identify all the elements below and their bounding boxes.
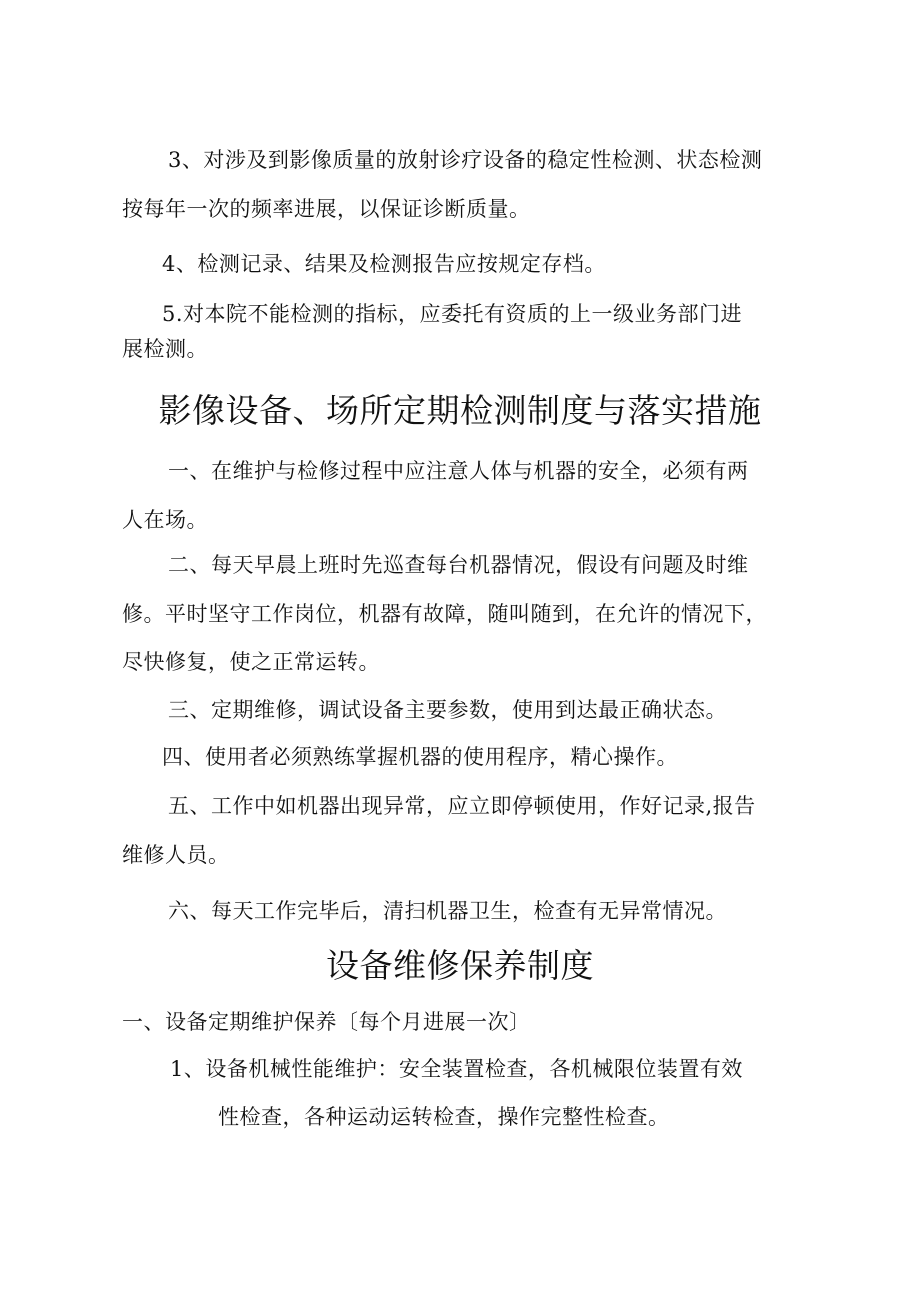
item-4: 四、使用者必须熟练掌握机器的使用程序，精心操作。 — [162, 745, 678, 769]
paragraph-4: 4、检测记录、结果及检测报告应按规定存档。 — [162, 252, 606, 276]
maintenance-item-1-line-1: 1、设备机械性能维护：安全装置检查，各机械限位装置有效 — [170, 1057, 743, 1081]
item-5-line-2: 维修人员。 — [122, 843, 230, 867]
paragraph-5-line-2: 展检测。 — [122, 337, 208, 361]
paragraph-5-line-1: 5.对本院不能检测的指标，应委托有资质的上一级业务部门进 — [162, 302, 743, 326]
maintenance-subheading: 一、设备定期维护保养〔每个月进展一次〕 — [122, 1010, 531, 1034]
item-2-line-2: 修。平时坚守工作岗位，机器有故障，随叫随到，在允许的情况下， — [122, 602, 767, 626]
item-2-line-3: 尽快修复，使之正常运转。 — [122, 650, 380, 674]
item-5-line-1: 五、工作中如机器出现异常，应立即停顿使用，作好记录,报告 — [168, 794, 756, 818]
section-title-inspection: 影像设备、场所定期检测制度与落实措施 — [158, 391, 762, 430]
item-1-line-1: 一、在维护与检修过程中应注意人体与机器的安全，必须有两 — [168, 459, 749, 483]
paragraph-3-line-2: 按每年一次的频率进展，以保证诊断质量。 — [122, 197, 531, 221]
item-2-line-1: 二、每天早晨上班时先巡查每台机器情况，假设有问题及时维 — [168, 553, 749, 577]
section-title-maintenance: 设备维修保养制度 — [326, 946, 594, 985]
maintenance-item-1-line-2: 性检查，各种运动运转检查，操作完整性检查。 — [218, 1105, 670, 1129]
item-6: 六、每天工作完毕后，清扫机器卫生，检查有无异常情况。 — [168, 899, 727, 923]
item-1-line-2: 人在场。 — [122, 508, 208, 532]
paragraph-3-line-1: 3、对涉及到影像质量的放射诊疗设备的稳定性检测、状态检测 — [168, 148, 763, 172]
item-3: 三、定期维修，调试设备主要参数，使用到达最正确状态。 — [168, 698, 727, 722]
